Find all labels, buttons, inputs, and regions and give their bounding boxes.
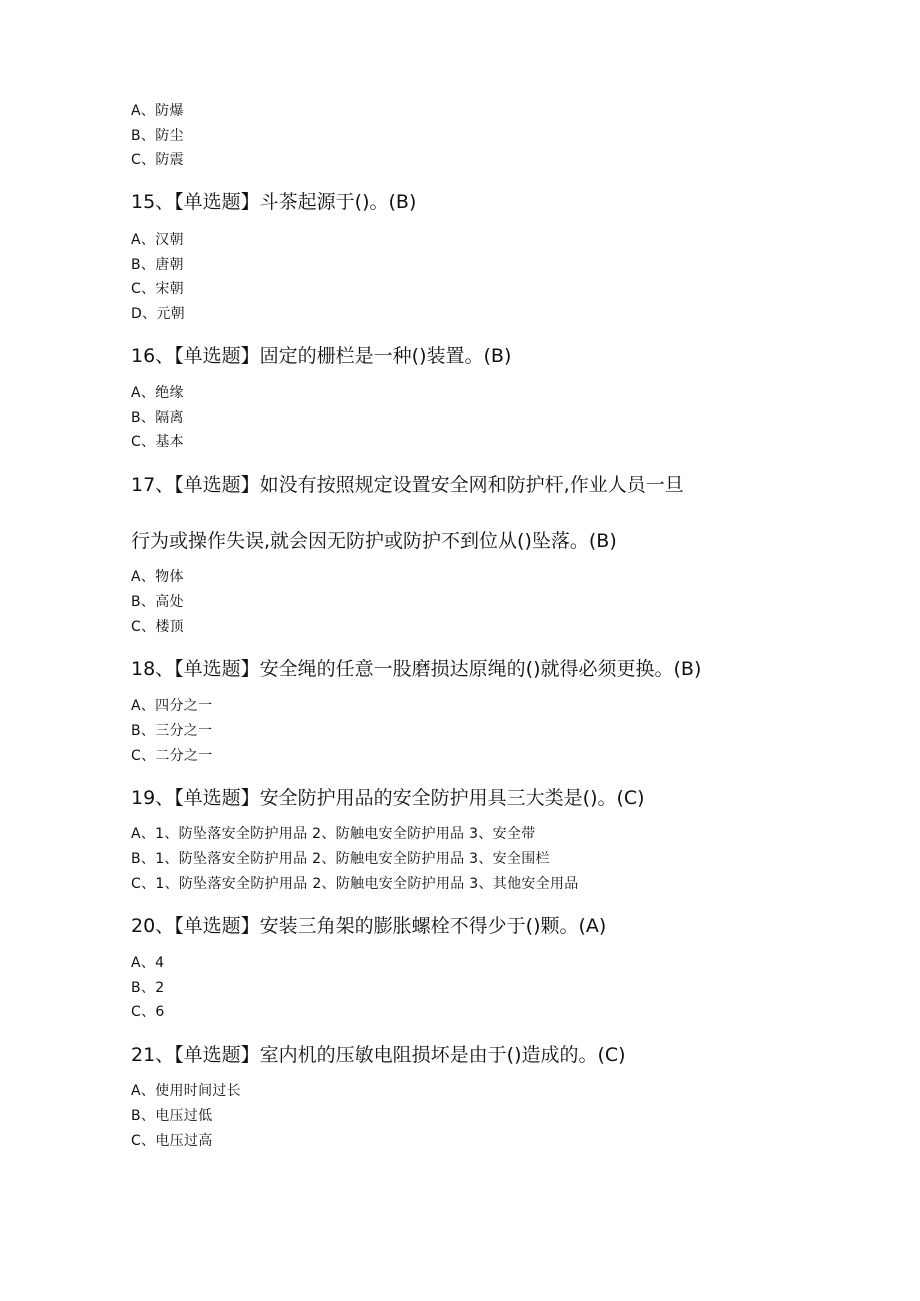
option-b: B、唐朝: [131, 257, 184, 273]
option-c: C、防震: [131, 152, 184, 168]
option-b: B、电压过低: [131, 1108, 213, 1124]
option-c: C、6: [131, 1004, 165, 1020]
option-a: A、防爆: [131, 103, 184, 119]
option-b: B、隔离: [131, 410, 184, 426]
option-a: A、1、防坠落安全防护用品 2、防触电安全防护用品 3、安全带: [131, 826, 536, 842]
option-d: D、元朝: [131, 306, 185, 322]
option-a: A、汉朝: [131, 232, 184, 248]
option-c: C、宋朝: [131, 281, 184, 297]
option-a: A、四分之一: [131, 698, 213, 714]
option-b: B、2: [131, 980, 165, 996]
option-b: B、高处: [131, 594, 184, 610]
question-17-line-1: 17、【单选题】如没有按照规定设置安全网和防护杆,作业人员一旦: [131, 474, 684, 496]
option-b: B、1、防坠落安全防护用品 2、防触电安全防护用品 3、安全围栏: [131, 851, 550, 867]
option-c: C、1、防坠落安全防护用品 2、防触电安全防护用品 3、其他安全用品: [131, 876, 579, 892]
option-a: A、4: [131, 955, 165, 971]
option-a: A、绝缘: [131, 385, 184, 401]
option-b: B、防尘: [131, 128, 184, 144]
question-17-line-2: 行为或操作失误,就会因无防护或防护不到位从()坠落。(B): [131, 530, 617, 552]
option-c: C、基本: [131, 434, 184, 450]
option-a: A、使用时间过长: [131, 1083, 241, 1099]
option-c: C、二分之一: [131, 748, 213, 764]
question-19: 19、【单选题】安全防护用品的安全防护用具三大类是()。(C): [131, 787, 645, 809]
option-c: C、楼顶: [131, 619, 184, 635]
question-20: 20、【单选题】安装三角架的膨胀螺栓不得少于()颗。(A): [131, 915, 607, 937]
option-a: A、物体: [131, 569, 184, 585]
option-c: C、电压过高: [131, 1133, 213, 1149]
question-21: 21、【单选题】室内机的压敏电阻损坏是由于()造成的。(C): [131, 1044, 626, 1066]
question-16: 16、【单选题】固定的栅栏是一种()装置。(B): [131, 345, 512, 367]
question-15: 15、【单选题】斗茶起源于()。(B): [131, 191, 417, 213]
option-b: B、三分之一: [131, 723, 213, 739]
question-18: 18、【单选题】安全绳的任意一股磨损达原绳的()就得必须更换。(B): [131, 658, 702, 680]
